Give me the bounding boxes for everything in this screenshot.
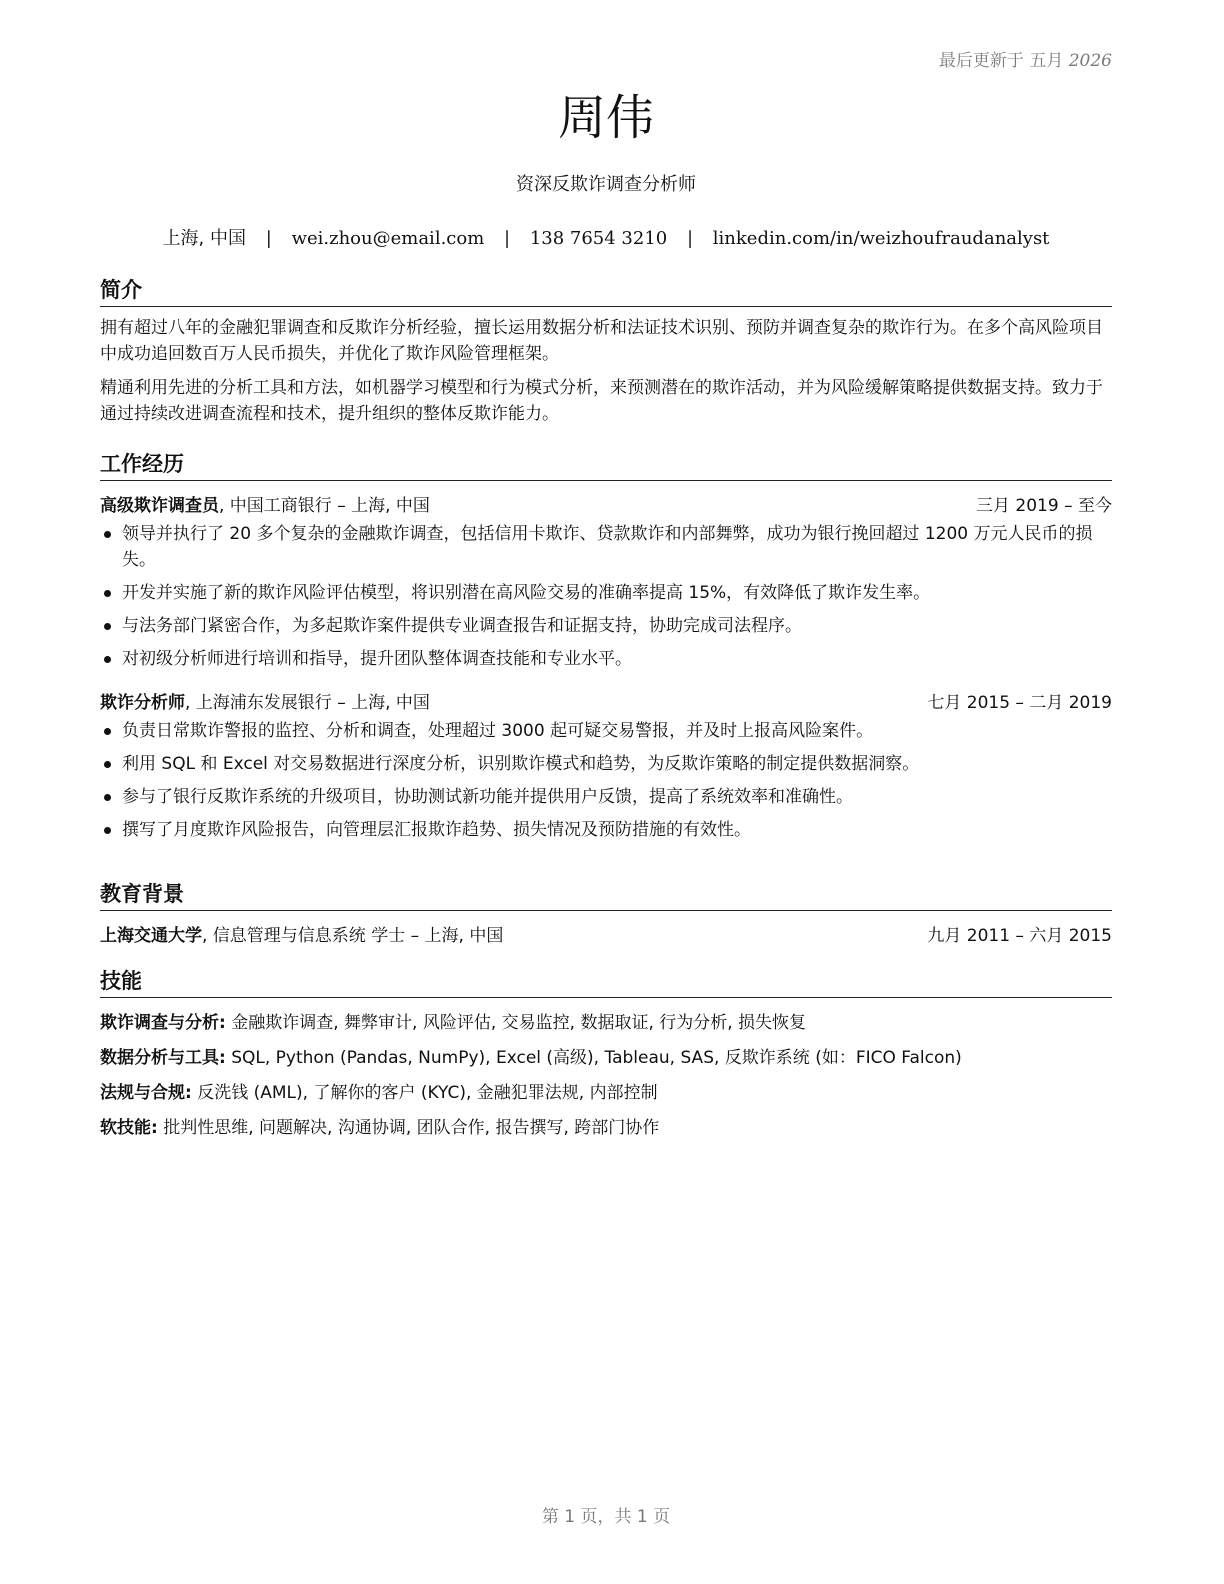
education-school-line xyxy=(100,923,503,949)
contact-separator: | xyxy=(265,228,272,249)
job-org: , 上海浦东发展银行 – 上海, 中国 xyxy=(185,693,430,713)
contact-phone[interactable]: 138 7654 3210 xyxy=(529,228,668,249)
candidate-title: 资深反欺诈调查分析师 xyxy=(516,174,696,195)
last-updated-year: 2026 xyxy=(1068,51,1112,71)
contact-separator: | xyxy=(686,228,694,249)
job-title: 高级欺诈调查员 xyxy=(100,496,219,516)
education-detail: , 信息管理与信息系统 学士 – 上海, 中国 xyxy=(202,926,504,946)
job-role xyxy=(100,690,430,716)
skill-row xyxy=(100,1045,1112,1071)
education-school: 上海交通大学 xyxy=(100,926,202,946)
section-heading: 工作经历 xyxy=(100,450,1112,481)
job-dates: 七月 2015 – 二月 2019 xyxy=(927,693,1112,713)
list-item: 开发并实施了新的欺诈风险评估模型，将识别潜在高风险交易的准确率提高 15%，有效降低了欺诈发生率。 xyxy=(100,580,1112,606)
job-role xyxy=(100,493,430,519)
list-item: 与法务部门紧密合作，为多起欺诈案件提供专业调查报告和证据支持，协助完成司法程序。 xyxy=(100,613,1112,639)
skill-value: 反洗钱 (AML), 了解你的客户 (KYC), 金融犯罪法规, 内部控制 xyxy=(191,1083,658,1103)
job-org: , 中国工商银行 – 上海, 中国 xyxy=(219,496,430,516)
skill-label: 欺诈调查与分析: xyxy=(100,1013,226,1033)
summary-paragraph: 精通利用先进的分析工具和方法，如机器学习模型和行为模式分析，来预测潜在的欺诈活动，并为风险缓解策略提供数据支持。致力于通过持续改进调查流程和技术，提升组织的整体反欺诈能力。 xyxy=(100,378,1103,424)
list-item: 领导并执行了 20 多个复杂的金融欺诈调查，包括信用卡欺诈、贷款欺诈和内部舞弊，成功为银行挽回超过 1200 万元人民币的损失。 xyxy=(100,521,1112,573)
candidate-name: 周伟 xyxy=(557,90,654,146)
list-item: 撰写了月度欺诈风险报告，向管理层汇报欺诈趋势、损失情况及预防措施的有效性。 xyxy=(100,817,1112,843)
skill-row xyxy=(100,1010,1112,1036)
skill-label: 数据分析与工具: xyxy=(100,1048,226,1068)
summary-section xyxy=(100,276,1112,427)
skills-list xyxy=(100,1010,1112,1141)
job-header xyxy=(100,690,1112,716)
list-item: 利用 SQL 和 Excel 对交易数据进行深度分析，识别欺诈模式和趋势，为反欺诈策略的制定提供数据洞察。 xyxy=(100,751,1112,777)
job-dates: 三月 2019 – 至今 xyxy=(976,496,1112,516)
skill-row xyxy=(100,1115,1112,1141)
list-item: 参与了银行反欺诈系统的升级项目，协助测试新功能并提供用户反馈，提高了系统效率和准确性。 xyxy=(100,784,1112,810)
last-updated xyxy=(939,46,1112,71)
contact-email[interactable]: wei.zhou@email.com xyxy=(291,228,485,249)
education-dates: 九月 2011 – 六月 2015 xyxy=(927,926,1112,946)
job-entry xyxy=(100,690,1112,843)
contact-linkedin[interactable]: linkedin.com/in/weizhoufraudanalyst xyxy=(712,228,1050,249)
job-bullets xyxy=(100,718,1112,843)
section-heading: 简介 xyxy=(100,276,1112,307)
contact-line xyxy=(100,224,1112,250)
resume-page xyxy=(100,0,1112,1584)
section-heading: 技能 xyxy=(100,967,1112,998)
education-entry xyxy=(100,923,1112,949)
summary-paragraph: 拥有超过八年的金融犯罪调查和反欺诈分析经验，擅长运用数据分析和法证技术识别、预防并调查复杂的欺诈行为。在多个高风险项目中成功追回数百万人民币损失，并优化了欺诈风险管理框架。 xyxy=(100,318,1103,364)
section-heading: 教育背景 xyxy=(100,880,1112,911)
experience-section xyxy=(100,450,1112,850)
skill-value: 批判性思维, 问题解决, 沟通协调, 团队合作, 报告撰写, 跨部门协作 xyxy=(157,1118,660,1138)
skill-label: 软技能: xyxy=(100,1118,158,1138)
skill-value: 金融欺诈调查, 舞弊审计, 风险评估, 交易监控, 数据取证, 行为分析, 损失恢复 xyxy=(225,1013,807,1033)
education-section xyxy=(100,880,1112,949)
page-number: 第 1 页，共 1 页 xyxy=(541,1507,671,1527)
skill-row xyxy=(100,1080,1112,1106)
skill-label: 法规与合规: xyxy=(100,1083,192,1103)
list-item: 负责日常欺诈警报的监控、分析和调查，处理超过 3000 起可疑交易警报，并及时上报高风险案件。 xyxy=(100,718,1112,744)
job-header xyxy=(100,493,1112,519)
job-bullets xyxy=(100,521,1112,672)
list-item: 对初级分析师进行培训和指导，提升团队整体调查技能和专业水平。 xyxy=(100,646,1112,672)
last-updated-label: 最后更新于 五月 xyxy=(938,51,1064,71)
skill-value: SQL, Python (Pandas, NumPy), Excel (高级), Tableau, SAS, 反欺诈系统 (如：FICO Falcon) xyxy=(225,1048,962,1068)
contact-separator: | xyxy=(504,228,511,249)
skills-section xyxy=(100,967,1112,1150)
job-entry xyxy=(100,493,1112,672)
job-title: 欺诈分析师 xyxy=(100,693,185,713)
contact-location: 上海, 中国 xyxy=(162,228,247,249)
